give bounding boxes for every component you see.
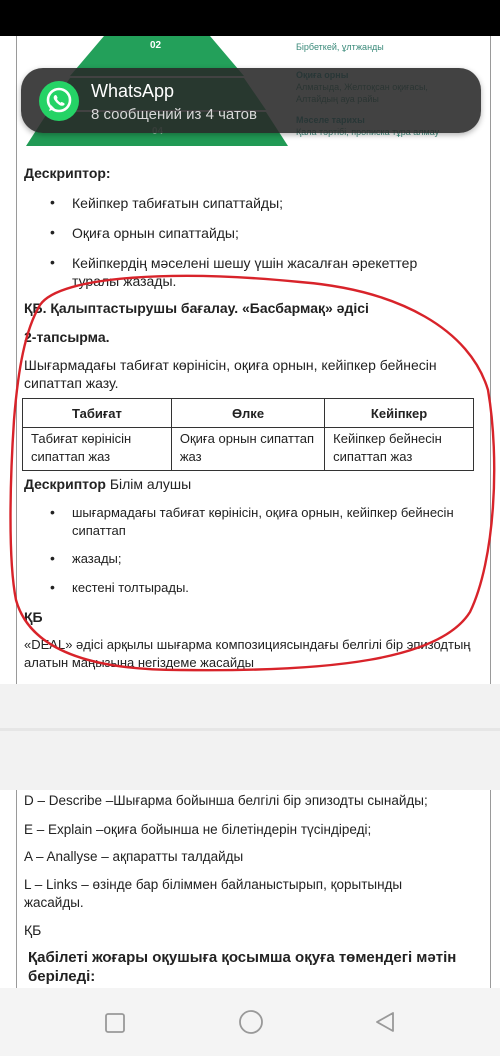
descriptor-line <box>24 475 191 493</box>
document-page-2 <box>0 790 500 988</box>
table-header-nature: Табиғат <box>23 399 172 428</box>
descriptor-item-1: Кейіпкер табиғатын сипаттайды; <box>72 195 284 211</box>
bullet-dot: • <box>50 550 55 566</box>
deal-links: L – Links – өзінде бар біліммен байланыстырып, қорытынды жасайды. <box>24 877 403 910</box>
descriptor-subject: Білім алушы <box>105 476 192 492</box>
table-cell-character: Кейіпкер бейнесін сипаттап жаз <box>325 428 474 471</box>
task-number: 2-тапсырма. <box>24 329 110 345</box>
table-header-row <box>23 399 474 428</box>
table-border-left <box>16 790 17 988</box>
back-icon[interactable] <box>374 1011 396 1038</box>
bullet-dot: • <box>50 504 55 520</box>
assessment-table <box>22 398 474 471</box>
bullet-dot: • <box>50 194 55 210</box>
table-cell-region: Оқиға орнын сипаттап жаз <box>171 428 324 471</box>
kb-label-2: ҚБ <box>24 922 42 938</box>
document-page <box>0 36 500 684</box>
kb-label: ҚБ <box>24 609 43 625</box>
navigation-bar <box>0 988 500 1056</box>
descriptor-item-2: Оқиға орнын сипаттайды; <box>72 225 239 241</box>
criteria-item-3: кестені толтырады. <box>72 580 189 595</box>
table-cell-nature: Табиғат көрінісін сипаттап жаз <box>23 428 172 471</box>
bullet-dot: • <box>50 579 55 595</box>
assessment-heading: ҚБ. Қалыптастырушы бағалау. «Басбармақ» әдісі <box>24 300 369 316</box>
table-border-left <box>16 36 17 684</box>
page-gap <box>0 684 500 790</box>
whatsapp-notification[interactable] <box>21 68 481 133</box>
bullet-dot: • <box>50 254 55 270</box>
status-bar <box>0 0 500 36</box>
extra-reading-heading: Қабілеті жоғары оқушыға қосымша оқуға төмендегі мәтін беріледі: <box>28 949 457 985</box>
task-instruction: Шығармадағы табиғат көрінісін, оқиға орнын, кейіпкер бейнесін сипаттап жазу. <box>24 357 437 391</box>
home-icon[interactable] <box>238 1009 264 1040</box>
table-header-region: Өлке <box>171 399 324 428</box>
recent-apps-icon[interactable] <box>104 1012 126 1039</box>
deal-explain: E – Explain –оқиға бойынша не білетіндерін түсіндіреді; <box>24 822 372 837</box>
deal-analyse: A – Anallyse – ақпаратты талдайды <box>24 849 244 864</box>
descriptor-label: Дескриптор <box>24 476 106 492</box>
adjacent-column-clip <box>491 36 500 684</box>
descriptor-item-3: Кейіпкердің мәселені шешу үшін жасалған әрекеттер туралы жазады. <box>72 255 418 289</box>
table-row <box>23 428 474 471</box>
pyramid-side-text-1: Бірбеткей, ұлтжанды <box>296 42 384 52</box>
notification-message: 8 сообщений из 4 чатов <box>91 106 257 123</box>
whatsapp-icon <box>39 81 79 121</box>
pyramid-level-2: 02 <box>150 40 162 51</box>
table-border-right <box>490 790 491 988</box>
notification-title: WhatsApp <box>91 81 175 101</box>
bullet-dot: • <box>50 224 55 240</box>
table-header-character: Кейіпкер <box>325 399 474 428</box>
deal-method-text: «DEAL» әдісі арқылы шығарма композициясындағы белгілі бір эпизодтың алатын маңызына негіздеме жасайды <box>24 637 471 670</box>
descriptor-heading: Дескриптор: <box>24 165 111 181</box>
criteria-item-2: жазады; <box>72 551 122 566</box>
criteria-item-1: шығармадағы табиғат көрінісін, оқиға орнын, кейіпкер бейнесін сипаттап <box>72 505 454 538</box>
page-separator <box>0 728 500 731</box>
deal-describe: D – Describe –Шығарма бойынша белгілі бір эпизодты сынайды; <box>24 793 428 808</box>
